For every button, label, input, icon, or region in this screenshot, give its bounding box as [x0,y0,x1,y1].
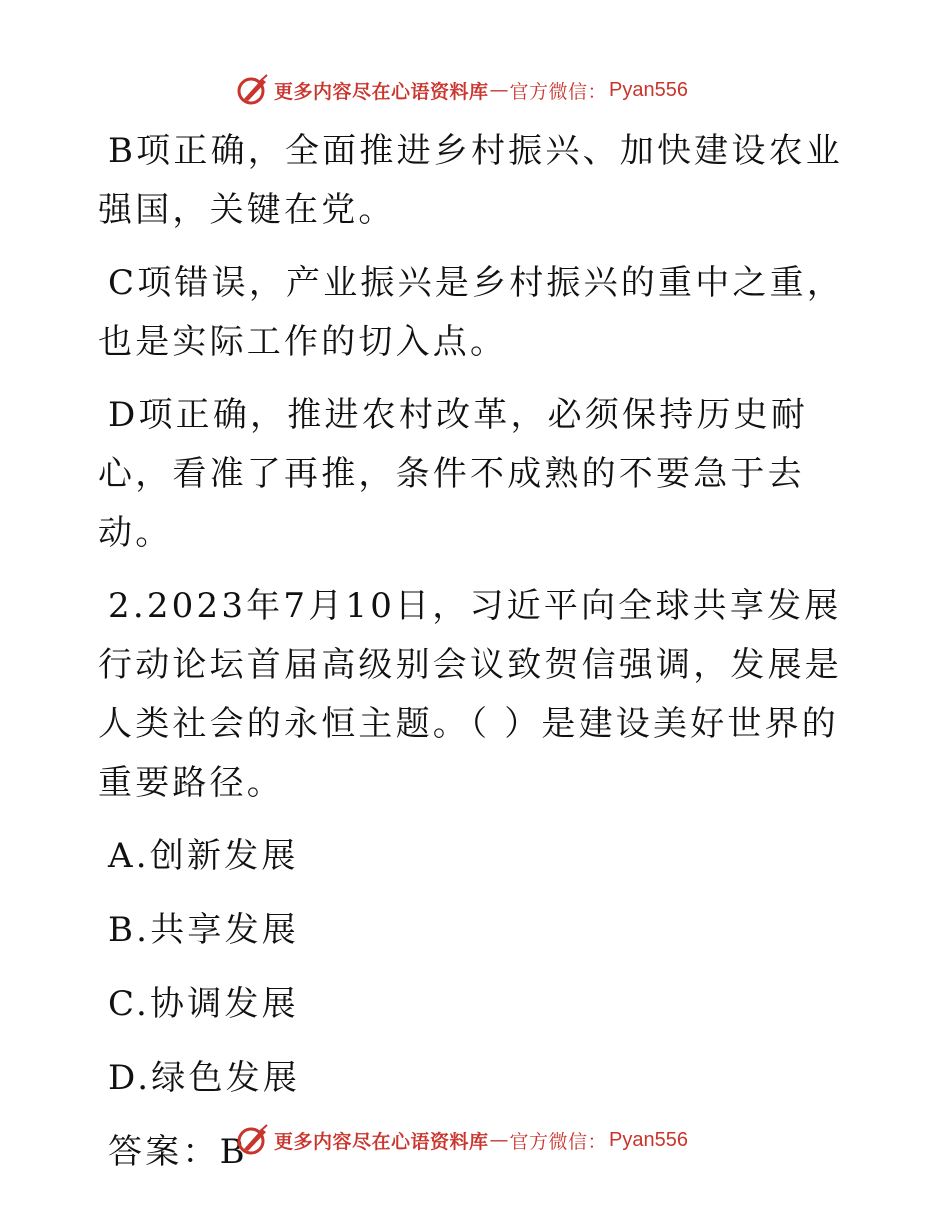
option-d: D.绿色发展 [108,1058,301,1098]
answer-text: 答案：B [108,1132,248,1172]
watermark-handle: Pyan556 [609,78,688,101]
quill-pen-circle-icon [236,73,270,107]
option-b: B.共享发展 [108,910,299,950]
quill-pen-circle-icon [236,1123,270,1157]
paragraph-b-explanation: B项正确，全面推进乡村振兴、加快建设农业强国，关键在党。 [98,131,843,230]
watermark-dash: — [489,1129,509,1151]
option-a: A.创新发展 [108,836,299,876]
option-c: C.协调发展 [108,984,299,1024]
paragraph-d-explanation: D项正确，推进农村改革，必须保持历史耐心，看准了再推，条件不成熟的不要急于去动。 [98,395,809,553]
watermark-text: 更多内容尽在心语资料库 [274,80,489,103]
paragraph-c-explanation: C项错误，产业振兴是乡村振兴的重中之重，也是实际工作的切入点。 [98,263,845,362]
header-watermark [236,72,688,108]
watermark-dash: — [489,79,509,101]
watermark-sub: 官方微信： [509,1130,608,1153]
footer-watermark [236,1122,688,1158]
document-body [98,122,858,1182]
watermark-text: 更多内容尽在心语资料库 [274,1130,489,1153]
watermark-sub: 官方微信： [509,80,608,103]
watermark-handle: Pyan556 [609,1128,688,1151]
question-2-text: 2.2023年7月10日，习近平向全球共享发展行动论坛首届高级别会议致贺信强调，发展是人类社会的永恒主题。（ ）是建设美好世界的重要路径。 [98,586,842,803]
